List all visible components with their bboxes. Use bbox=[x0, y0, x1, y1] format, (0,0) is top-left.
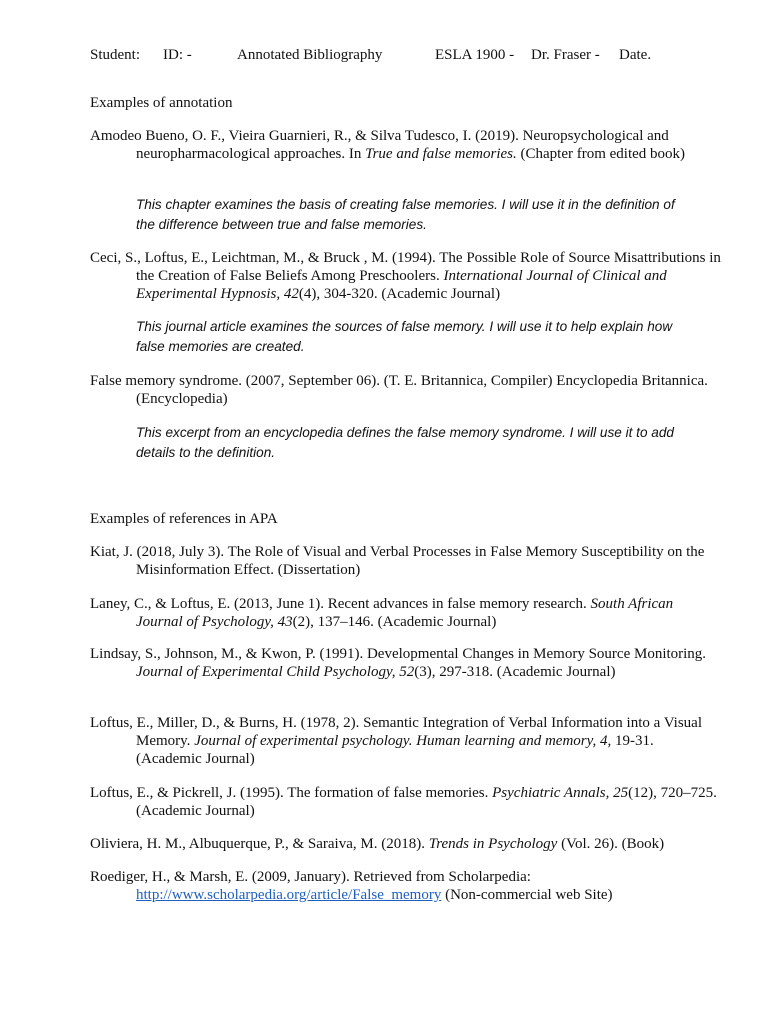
annotation-text: This chapter examines the basis of creating false memories. I will use it in the definition of the difference between true and false memories. bbox=[136, 197, 675, 232]
header-title: Annotated Bibliography bbox=[237, 47, 383, 63]
header-id: ID: - bbox=[163, 47, 192, 63]
reference-entry: Amodeo Bueno, O. F., Vieira Guarnieri, R., & Silva Tudesco, I. (2019). Neuropsychological and neuropharmacological approaches. In True and false memories. (Chapter from edited book) bbox=[90, 128, 686, 162]
annotation-section-heading: Examples of annotation bbox=[90, 95, 233, 111]
reference-entry: Kiat, J. (2018, July 3). The Role of Visual and Verbal Processes in False Memory Susceptibility on the Misinformation Effect. (Dissertation) bbox=[90, 544, 705, 578]
reference-entry: Laney, C., & Loftus, E. (2013, June 1). Recent advances in false memory research. South African Journal of Psychology, 43(2), 137–146. (Academic Journal) bbox=[90, 596, 674, 630]
scholarpedia-link[interactable]: http://www.scholarpedia.org/article/False_memory bbox=[136, 887, 442, 903]
document-header bbox=[90, 46, 690, 66]
reference-entry: Lindsay, S., Johnson, M., & Kwon, P. (1991). Developmental Changes in Memory Source Monitoring. Journal of Experimental Child Psychology, 52(3), 297-318. (Academic Journal) bbox=[90, 646, 707, 680]
header-date: Date. bbox=[619, 47, 652, 63]
reference-entry: Loftus, E., Miller, D., & Burns, H. (1978, 2). Semantic Integration of Verbal Information into a Visual Memory. Journal of experimental psychology. Human learning and memory, 4, 19-31. (Academic Journal) bbox=[90, 715, 703, 767]
apa-section-heading: Examples of references in APA bbox=[90, 511, 278, 527]
reference-entry: Ceci, S., Loftus, E., Leichtman, M., & Bruck , M. (1994). The Possible Role of Source Misattributions in the Creation of False Beliefs Among Preschoolers. International Journal of Clinical and Experimental Hypnosis, 42(4), 304-320. (Academic Journal) bbox=[90, 250, 721, 302]
reference-entry: False memory syndrome. (2007, September 06). (T. E. Britannica, Compiler) Encyclopedia Britannica. (Encyclopedia) bbox=[90, 373, 708, 407]
annotation-text: This journal article examines the sources of false memory. I will use it to help explain how false memories are created. bbox=[136, 319, 673, 354]
header-student: Student: bbox=[90, 47, 141, 63]
header-instructor: Dr. Fraser - bbox=[531, 47, 600, 63]
reference-entry: Roediger, H., & Marsh, E. (2009, January). Retrieved from Scholarpedia: http://www.scholarpedia.org/article/False_memory (Non-commercial web Site) bbox=[90, 869, 613, 903]
reference-entry: Oliviera, H. M., Albuquerque, P., & Saraiva, M. (2018). Trends in Psychology (Vol. 26). (Book) bbox=[90, 836, 665, 852]
annotation-text: This excerpt from an encyclopedia defines the false memory syndrome. I will use it to add details to the definition. bbox=[136, 425, 674, 460]
reference-entry: Loftus, E., & Pickrell, J. (1995). The formation of false memories. Psychiatric Annals, 25(12), 720–725. (Academic Journal) bbox=[90, 785, 717, 819]
header-course: ESLA 1900 - bbox=[435, 47, 515, 63]
